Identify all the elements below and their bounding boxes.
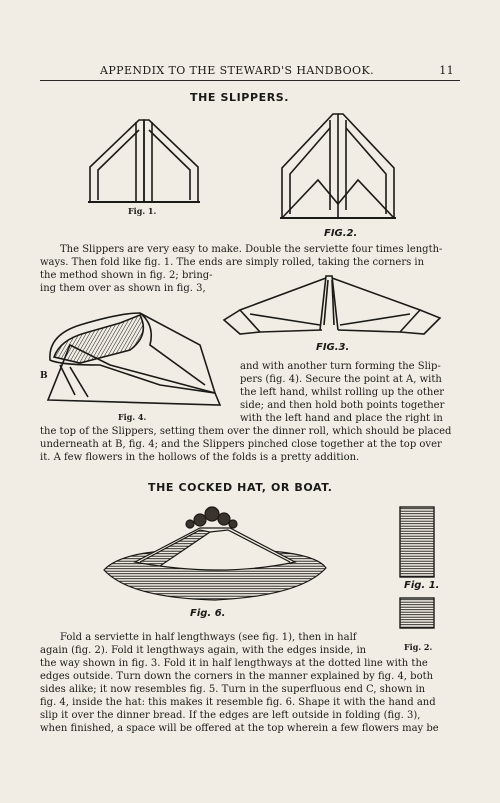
slippers-text-line: ing them over as shown in fig. 3, — [40, 283, 206, 294]
slippers-text-line: the top of the Slippers, setting them over the dinner roll, which should be placed — [40, 426, 452, 437]
slippers-point-b-label: B — [40, 371, 48, 381]
cocked-hat-text-line: the way shown in fig. 3. Fold it in half lengthways at the dotted line with the — [40, 658, 428, 669]
slippers-text-line: ways. Then fold like fig. 1. The ends are simply rolled, taking the corners in — [40, 257, 425, 268]
cocked-hat-text-line: fig. 4, inside the hat: this makes it resemble fig. 6. Shape it with the hand and — [40, 697, 436, 708]
slippers-text-line: underneath at B, fig. 4; and the Slippers pinched close together at the top over — [40, 439, 442, 450]
slippers-text-line: The Slippers are very easy to make. Double the serviette four times length- — [60, 244, 443, 255]
cocked-hat-fig6-illustration — [100, 500, 330, 610]
cocked-hat-fig2-illustration — [398, 596, 438, 632]
slippers-text-line: pers (fig. 4). Secure the point at A, with — [240, 374, 442, 385]
cocked-hat-text-line: Fold a serviette in half lengthways (see fig. 1), then in half — [60, 632, 357, 643]
slippers-fig4-illustration — [40, 305, 225, 410]
slippers-fig3-illustration — [220, 270, 445, 340]
page-number: 11 — [439, 64, 454, 77]
cocked-hat-text-line: again (fig. 2). Fold it lengthways again, with the edges inside, in — [40, 645, 367, 656]
cocked-hat-text-line: when finished, a space will be offered at the top wherein a few flowers may be — [40, 723, 439, 734]
cocked-hat-fig2-label: Fig. 2. — [404, 642, 433, 652]
cocked-hat-fig1-illustration — [398, 505, 438, 585]
slippers-text-line: it. A few flowers in the hollows of the folds is a pretty addition. — [40, 452, 360, 463]
slippers-fig2-label: FIG.2. — [324, 228, 358, 239]
running-header — [40, 62, 460, 78]
slippers-fig4-label: Fig. 4. — [118, 412, 147, 422]
slippers-fig3-label: FIG.3. — [316, 342, 350, 353]
cocked-hat-text-line: slip it over the dinner bread. If the edges are left outside in folding (fig. 3), — [40, 710, 421, 721]
slippers-fig1-label: Fig. 1. — [128, 206, 157, 216]
slippers-text-line: side; and then hold both points together — [240, 400, 445, 411]
slippers-text-line: with the left hand and place the right in — [240, 413, 443, 424]
slippers-text-line: the method shown in fig. 2; bring- — [40, 270, 213, 281]
cocked-hat-title: THE COCKED HAT, OR BOAT. — [148, 481, 333, 494]
cocked-hat-fig1-label: Fig. 1. — [404, 580, 440, 591]
slippers-text-line: and with another turn forming the Slip- — [240, 361, 441, 372]
slippers-fig2-illustration — [278, 110, 398, 225]
slippers-title: THE SLIPPERS. — [190, 91, 290, 104]
cocked-hat-text-line: edges outside. Turn down the corners in the manner explained by fig. 4, both — [40, 671, 434, 682]
cocked-hat-fig6-label: Fig. 6. — [190, 608, 226, 619]
header-rule — [40, 80, 460, 81]
slippers-text-line: the left hand, whilst rolling up the other — [240, 387, 445, 398]
running-title: APPENDIX TO THE STEWARD'S HANDBOOK. — [100, 64, 374, 77]
cocked-hat-text-line: sides alike; it now resembles fig. 5. Turn in the superfluous end C, shown in — [40, 684, 426, 695]
